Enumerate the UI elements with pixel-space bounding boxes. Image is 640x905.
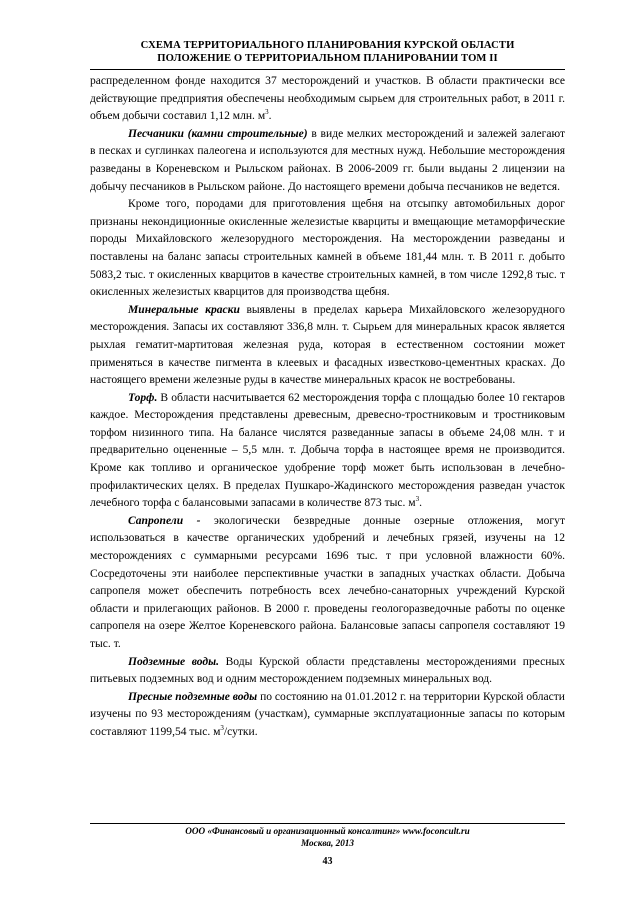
header-title: СХЕМА ТЕРРИТОРИАЛЬНОГО ПЛАНИРОВАНИЯ КУРСКОЙ ОБЛАСТИ [140,40,515,51]
paragraph-peat: Торф. В области насчитывается 62 месторождения торфа с площадью более 10 гектаров каждое. Месторождения представлены древесным, древесно-тростниковым и тростниковым торфом низинного типа. На балансе числятся разведанные запасы в объеме 24,08 млн. т и предварительно оцененные – 5,5 млн. т. Добыча торфа в настоящее время не производится. Кроме как топливо и органическое удобрение торф может быть использован в лечебно-профилактических целях. В пределах Пушкаро-Жадинского месторождения разведан участок лечебного торфа с балансовыми запасами в количестве 873 тыс. $м^3$. [90,391,565,510]
footer-company: ООО «Финансовый и организационный консалтинг» www.foconcult.ru [185,826,470,836]
header-subtitle: ПОЛОЖЕНИЕ О ТЕРРИТОРИАЛЬНОМ ПЛАНИРОВАНИИ ТОМ II [157,52,498,64]
keyword-mineral-paints: Минеральные краски [128,303,240,316]
page-footer [90,826,565,849]
paragraph-groundwater: Подземные воды. Воды Курской области представлены месторождениями пресных питьевых подземных вод и одним месторождением подземных минеральных вод. [90,655,565,686]
page-number: 43 [322,856,333,867]
keyword-sapropel: Сапропели - [128,514,201,527]
paragraph-mineral-paints: Минеральные краски выявлены в пределах карьера Михайловского железорудного месторождения. Запасы их составляют 336,8 млн. т. Сырьем для минеральных красок является рыхлая гематит-мартитовая железная руда, которая в естественном состоянии может применяться в качестве пигмента в клеевых и фасадных известково-цементных красках. До настоящего времени железные руды в качестве минеральных красок не востребованы. [90,303,565,387]
keyword-fresh-groundwater: Пресные подземные воды [128,690,258,703]
footer-city-year: Москва, 2013 [301,837,354,848]
paragraph-fresh-groundwater: Пресные подземные воды по состоянию на 01.01.2012 г. на территории Курской области изучены по 93 месторождениям (участкам), суммарные эксплуатационные запасы по которым составляют 1199,54 тыс. $м^3$/сутки. [90,690,565,738]
footer-divider [90,823,565,824]
keyword-groundwater: Подземные воды. [128,655,219,668]
paragraph-crushed-stone: Кроме того, породами для приготовления щебня на отсыпку автомобильных дорог признаны некондиционные окисленные железистые кварциты и вмещающие метаморфические породы Михайловского железорудного месторождения. На месторождении разведаны и поставлены на баланс запасы строительных камней в объеме 181,44 млн. т. В 2011 г. добыто 5083,2 тыс. т окисленных кварцитов в качестве строительных камней, в том числе 1292,8 тыс. т окисленных железистых кварцитов для производства щебня. [90,198,565,299]
paragraph-sapropel: Сапропели - экологически безвредные донные озерные отложения, могут использоваться в качестве органических удобрений и лечебных грязей, изучены на 12 месторождениях с суммарными ресурсами 1696 тыс. т при условной влажности 60%. Сосредоточены эти наиболее перспективные участки в западных участках области. Добыча сапропеля может обеспечить потребность всех лечебно-санаторных учреждений Курской области и прилегающих районов. В 2000 г. проведены геологоразведочные работы по оценке сапропеля на озере Желтое Кореневского района. Балансовые запасы сапропеля составляют 19 тыс. т. [90,514,565,650]
header-divider [90,69,565,70]
paragraph-continuation: распределенном фонде находится 37 месторождений и участков. В области практически все действующие предприятия обеспечены необходимым сырьем для строительных работ, в 2011 г. объем добычи составил 1,12 млн. $м^3$. [90,75,565,123]
page-header [90,40,565,65]
keyword-sandstone: Песчаники (камни строительные) [128,127,308,140]
document-body [90,73,565,742]
keyword-peat: Торф. [128,391,158,404]
paragraph-sandstone: Песчаники (камни строительные) в виде мелких месторождений и залежей залегают в песках и суглинках палеогена и используются для местных нужд. Небольшие месторождения разведаны в Кореневском и Рыльском районах. В 2006-2009 гг. были выданы 2 лицензии на добычу песчаников в Рыльском районе. До настоящего времени добыча песчаников не ведется. [90,127,565,193]
